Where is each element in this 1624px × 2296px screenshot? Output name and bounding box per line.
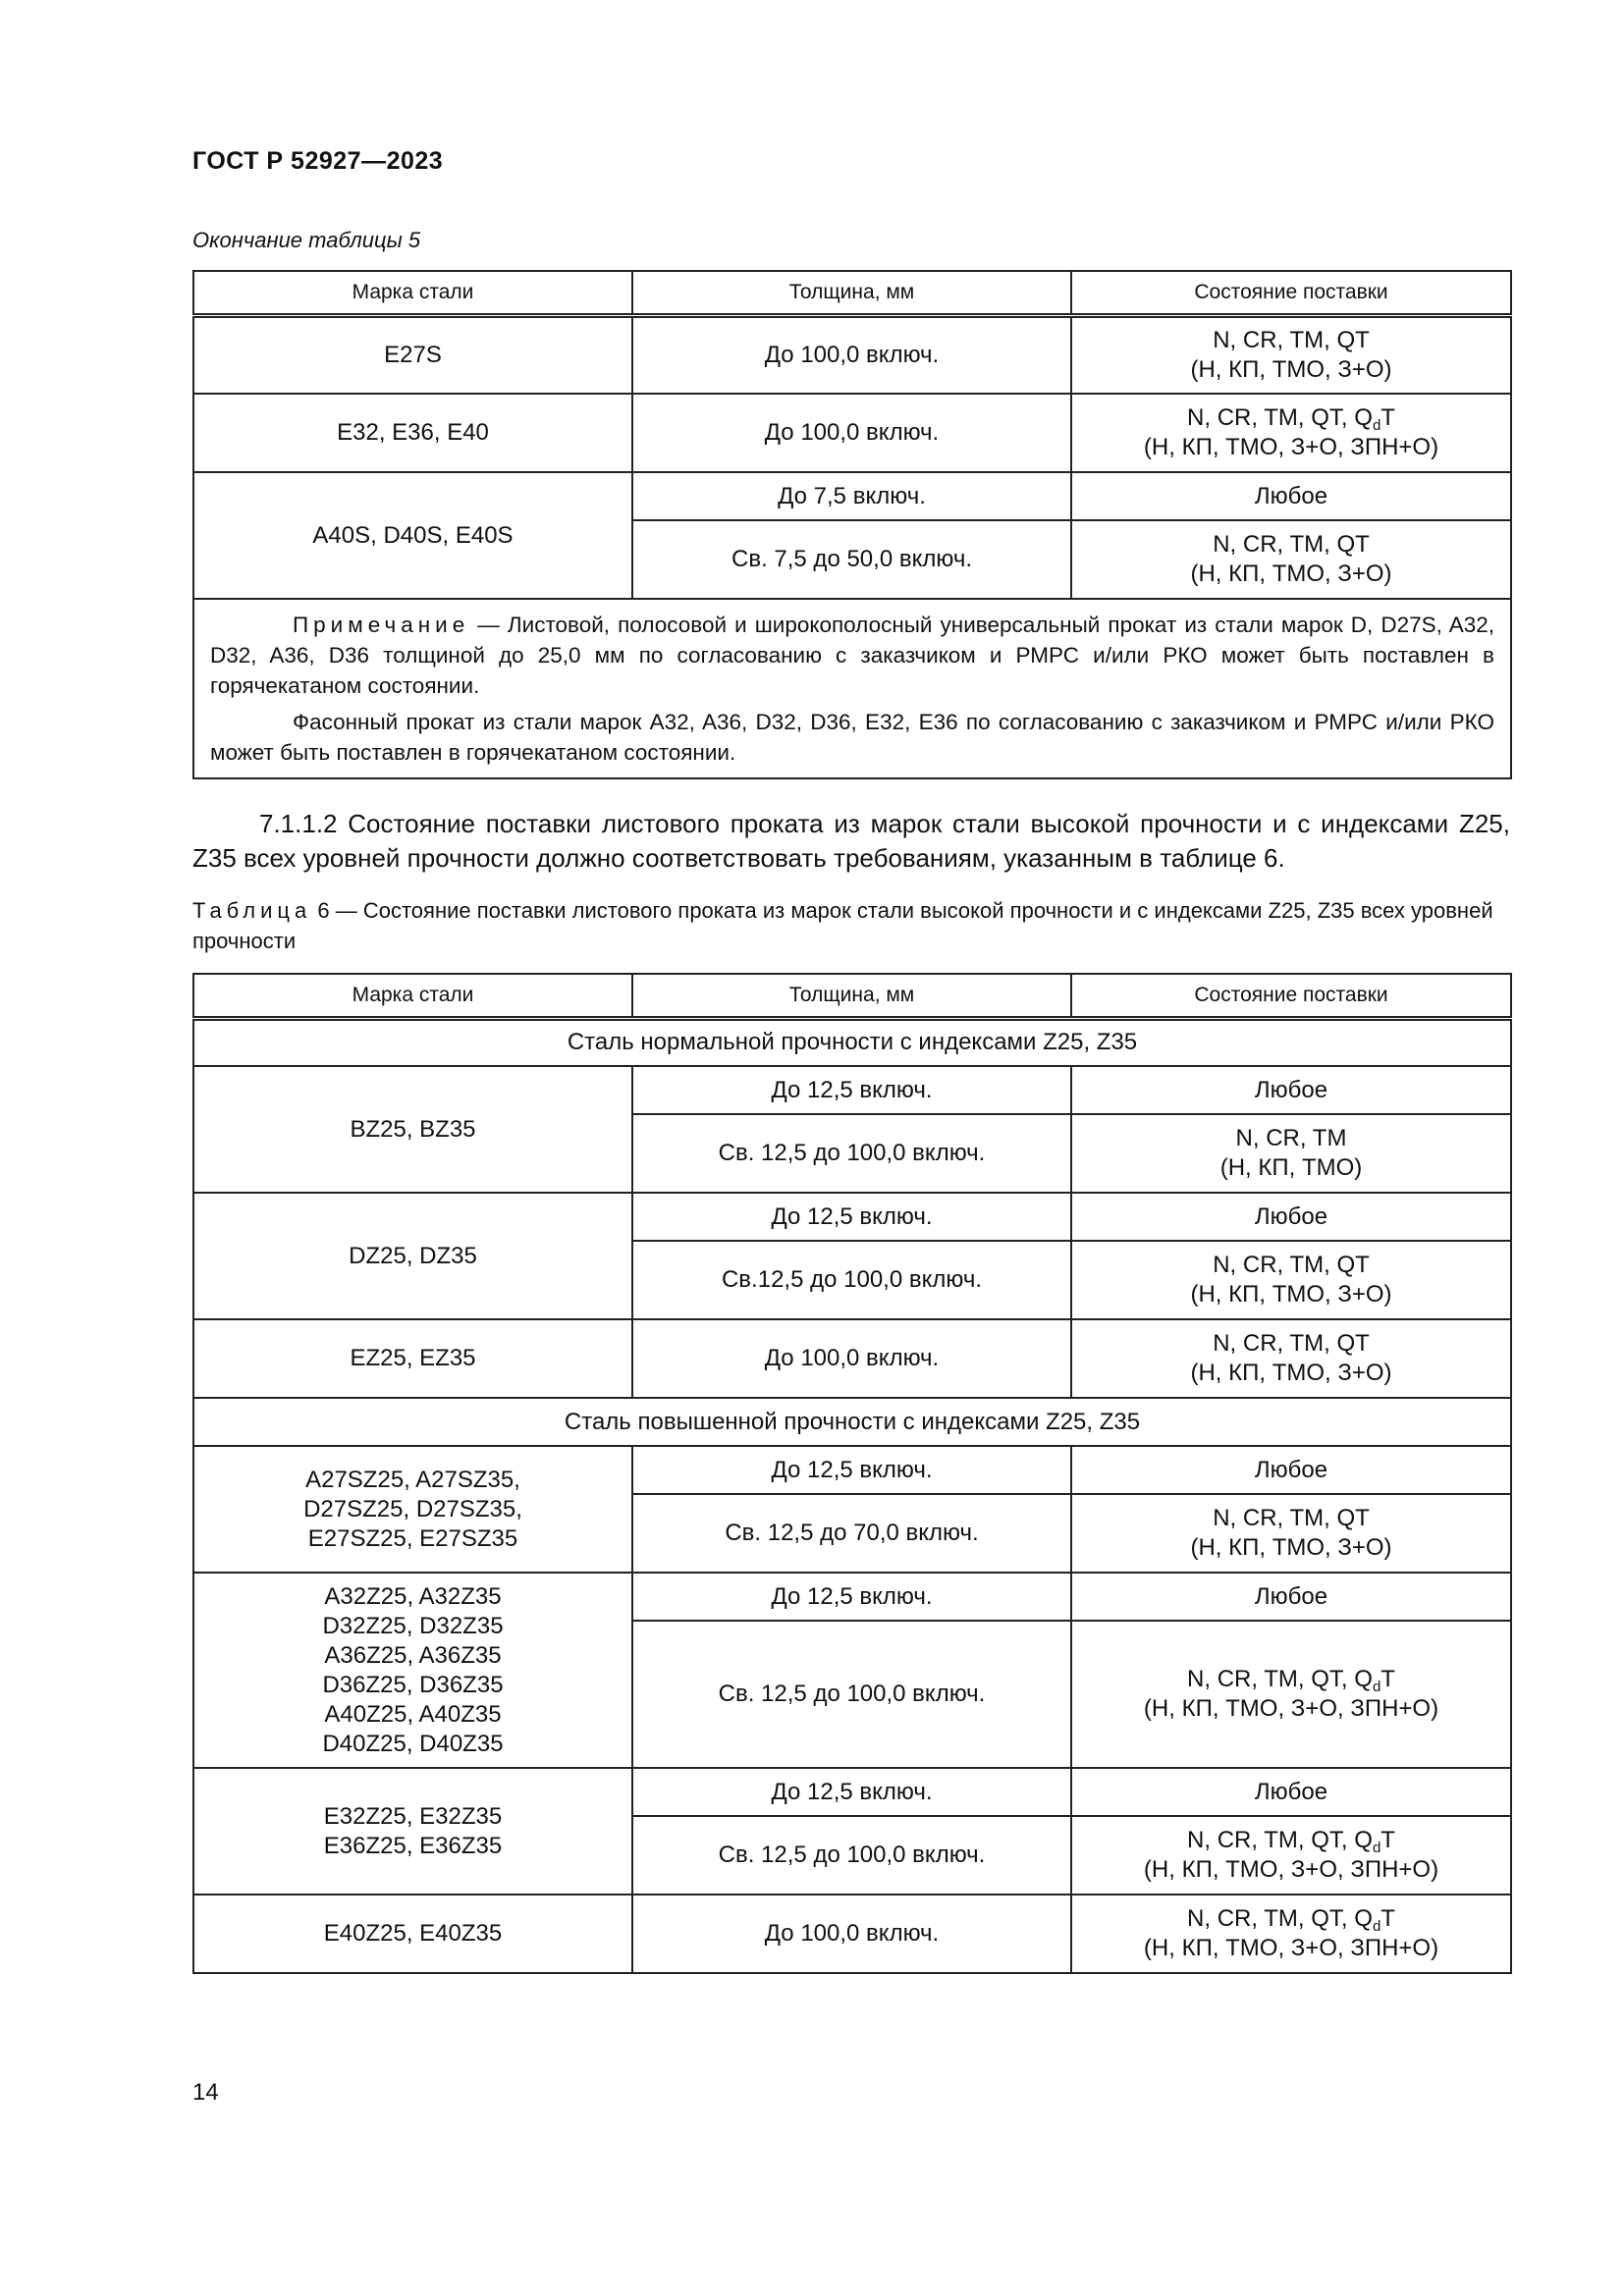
condition-line: (Н, КП, ТМО, З+О) <box>1190 1360 1392 1386</box>
grade-line: A27SZ25, A27SZ35, <box>305 1466 520 1493</box>
grade-line: A36Z25, A36Z35 <box>324 1641 502 1669</box>
condition-line <box>1080 1826 1502 1855</box>
table-6 <box>192 973 1512 1974</box>
page-number: 14 <box>192 2079 219 2106</box>
condition-subscript: d <box>1372 1918 1381 1935</box>
table-row <box>193 1193 1511 1241</box>
grade-line: A32Z25, A32Z35 <box>324 1582 502 1610</box>
condition-cell: Любое <box>1071 1066 1511 1114</box>
thickness-cell: Св. 12,5 до 100,0 включ. <box>632 1816 1071 1895</box>
thickness-cell: Св. 12,5 до 70,0 включ. <box>632 1494 1071 1573</box>
column-header-grade: Марка стали <box>193 271 632 315</box>
thickness-cell: До 100,0 включ. <box>632 315 1071 394</box>
table6-caption-text: 6 — Состояние поставки листового проката из марок стали высокой прочности и с индексами Z25, Z35 всех уровней прочности <box>192 898 1493 953</box>
grade-cell <box>193 1446 632 1573</box>
condition-line <box>1080 1904 1502 1934</box>
table-row <box>193 394 1511 472</box>
condition-cell <box>1071 1114 1511 1193</box>
condition-cell <box>1071 1621 1511 1768</box>
condition-line: N, CR, TM <box>1235 1125 1347 1151</box>
condition-line: N, CR, TM, QT <box>1213 531 1370 558</box>
condition-text: T <box>1380 1905 1395 1932</box>
table-row <box>193 1768 1511 1816</box>
table6-caption-label: Таблица <box>192 898 312 923</box>
grade-line: E27SZ25, E27SZ35 <box>307 1524 518 1552</box>
condition-line <box>1080 403 1502 433</box>
condition-line: (Н, КП, ТМО, З+О) <box>1190 1534 1392 1561</box>
condition-text: T <box>1380 1827 1395 1853</box>
table-row <box>193 472 1511 520</box>
grade-line: D36Z25, D36Z35 <box>322 1671 504 1698</box>
table6-caption <box>192 895 1510 956</box>
thickness-cell: До 12,5 включ. <box>632 1446 1071 1494</box>
grade-cell: E27S <box>193 315 632 394</box>
grade-line: A40Z25, A40Z35 <box>324 1700 502 1728</box>
document-header: ГОСТ Р 52927—2023 <box>192 147 444 175</box>
table-row <box>193 1895 1511 1973</box>
table-note <box>193 599 1511 778</box>
condition-cell: Любое <box>1071 1573 1511 1621</box>
grade-line: E32Z25, E32Z35 <box>323 1802 503 1830</box>
table-row <box>193 1573 1511 1621</box>
condition-line: (Н, КП, ТМО, З+О) <box>1190 1281 1392 1308</box>
grade-cell <box>193 1768 632 1895</box>
condition-cell <box>1071 1895 1511 1973</box>
condition-text: T <box>1380 1666 1395 1692</box>
grade-line: D32Z25, D32Z35 <box>322 1612 504 1639</box>
thickness-cell: До 12,5 включ. <box>632 1193 1071 1241</box>
thickness-cell: До 12,5 включ. <box>632 1768 1071 1816</box>
thickness-cell: До 7,5 включ. <box>632 472 1071 520</box>
grade-line: D27SZ25, D27SZ35, <box>303 1495 522 1522</box>
section-row <box>193 1398 1511 1446</box>
thickness-cell: До 100,0 включ. <box>632 1895 1071 1973</box>
section-heading: Сталь повышенной прочности с индексами Z25, Z35 <box>193 1398 1511 1446</box>
table5-caption: Окончание таблицы 5 <box>192 228 421 252</box>
note-paragraph: Фасонный прокат из стали марок A32, A36, D32, D36, E32, E36 по согласованию с заказчиком и РМРС и/или РКО может быть поставлен в горячекатаном состоянии. <box>210 710 1494 765</box>
grade-cell: EZ25, EZ35 <box>193 1319 632 1398</box>
column-header-thickness: Толщина, мм <box>632 271 1071 315</box>
condition-line: N, CR, TM, QT <box>1213 326 1370 353</box>
condition-line <box>1080 1665 1502 1694</box>
column-header-condition: Состояние поставки <box>1071 974 1511 1018</box>
table-row <box>193 1066 1511 1114</box>
note-text: — Листовой, полосовой и широкополосный универсальный прокат из стали марок D, D27S, A32, D32, A36, D36 толщиной до 25,0 мм по согласованию с заказчиком и РМРС и/или РКО может быть поставлен в горячекатаном состоянии. <box>210 613 1494 698</box>
condition-subscript: d <box>1372 1679 1381 1695</box>
condition-cell <box>1071 394 1511 472</box>
condition-text: N, CR, TM, QT, Q <box>1187 1827 1373 1853</box>
grade-cell: E32, E36, E40 <box>193 394 632 472</box>
condition-text: T <box>1380 404 1395 431</box>
thickness-cell: До 12,5 включ. <box>632 1066 1071 1114</box>
condition-subscript: d <box>1372 1840 1381 1856</box>
grade-line: E36Z25, E36Z35 <box>323 1832 503 1859</box>
condition-line: (Н, КП, ТМО) <box>1219 1154 1363 1181</box>
column-header-grade: Марка стали <box>193 974 632 1018</box>
grade-cell: A40S, D40S, E40S <box>193 472 632 599</box>
table-row <box>193 1446 1511 1494</box>
condition-subscript: d <box>1372 417 1381 434</box>
condition-cell: Любое <box>1071 472 1511 520</box>
condition-line: N, CR, TM, QT <box>1213 1252 1370 1278</box>
condition-cell <box>1071 1494 1511 1573</box>
note-paragraph <box>210 610 1494 701</box>
column-header-thickness: Толщина, мм <box>632 974 1071 1018</box>
condition-line: (Н, КП, ТМО, З+О, ЗПН+О) <box>1143 1856 1439 1883</box>
thickness-cell: Св. 7,5 до 50,0 включ. <box>632 520 1071 599</box>
condition-line: N, CR, TM, QT <box>1213 1505 1370 1531</box>
thickness-cell: До 100,0 включ. <box>632 394 1071 472</box>
column-header-condition: Состояние поставки <box>1071 271 1511 315</box>
condition-cell: Любое <box>1071 1446 1511 1494</box>
thickness-cell: До 12,5 включ. <box>632 1573 1071 1621</box>
note-label: Примечание <box>293 613 470 637</box>
condition-cell <box>1071 1816 1511 1895</box>
thickness-cell: Св.12,5 до 100,0 включ. <box>632 1241 1071 1319</box>
condition-line: N, CR, TM, QT <box>1213 1330 1370 1357</box>
grade-cell: E40Z25, E40Z35 <box>193 1895 632 1973</box>
table-row <box>193 1319 1511 1398</box>
thickness-cell: Св. 12,5 до 100,0 включ. <box>632 1621 1071 1768</box>
condition-cell <box>1071 1241 1511 1319</box>
condition-text: N, CR, TM, QT, Q <box>1187 404 1373 431</box>
condition-line: (Н, КП, ТМО, З+О) <box>1190 355 1392 383</box>
grade-line: D40Z25, D40Z35 <box>322 1730 504 1757</box>
condition-line: (Н, КП, ТМО, З+О, ЗПН+О) <box>1143 1695 1439 1722</box>
condition-cell <box>1071 315 1511 394</box>
table-row <box>193 315 1511 394</box>
condition-text: N, CR, TM, QT, Q <box>1187 1666 1373 1692</box>
condition-cell: Любое <box>1071 1768 1511 1816</box>
thickness-cell: До 100,0 включ. <box>632 1319 1071 1398</box>
clause-paragraph: 7.1.1.2 Состояние поставки листового проката из марок стали высокой прочности и с индексами Z25, Z35 всех уровней прочности должно соответствовать требованиям, указанным в таблице 6. <box>192 809 1510 873</box>
condition-text: N, CR, TM, QT, Q <box>1187 1905 1373 1932</box>
section-row <box>193 1018 1511 1066</box>
condition-line: (Н, КП, ТМО, З+О, ЗПН+О) <box>1143 1935 1439 1961</box>
table-5 <box>192 270 1512 779</box>
grade-cell <box>193 1573 632 1768</box>
note-row <box>193 599 1511 778</box>
condition-cell <box>1071 520 1511 599</box>
condition-line: (Н, КП, ТМО, З+О, ЗПН+О) <box>1143 434 1439 460</box>
thickness-cell: Св. 12,5 до 100,0 включ. <box>632 1114 1071 1193</box>
section-heading: Сталь нормальной прочности с индексами Z25, Z35 <box>193 1018 1511 1066</box>
condition-cell <box>1071 1319 1511 1398</box>
grade-cell: BZ25, BZ35 <box>193 1066 632 1193</box>
condition-cell: Любое <box>1071 1193 1511 1241</box>
condition-line: (Н, КП, ТМО, З+О) <box>1190 561 1392 587</box>
grade-cell: DZ25, DZ35 <box>193 1193 632 1319</box>
